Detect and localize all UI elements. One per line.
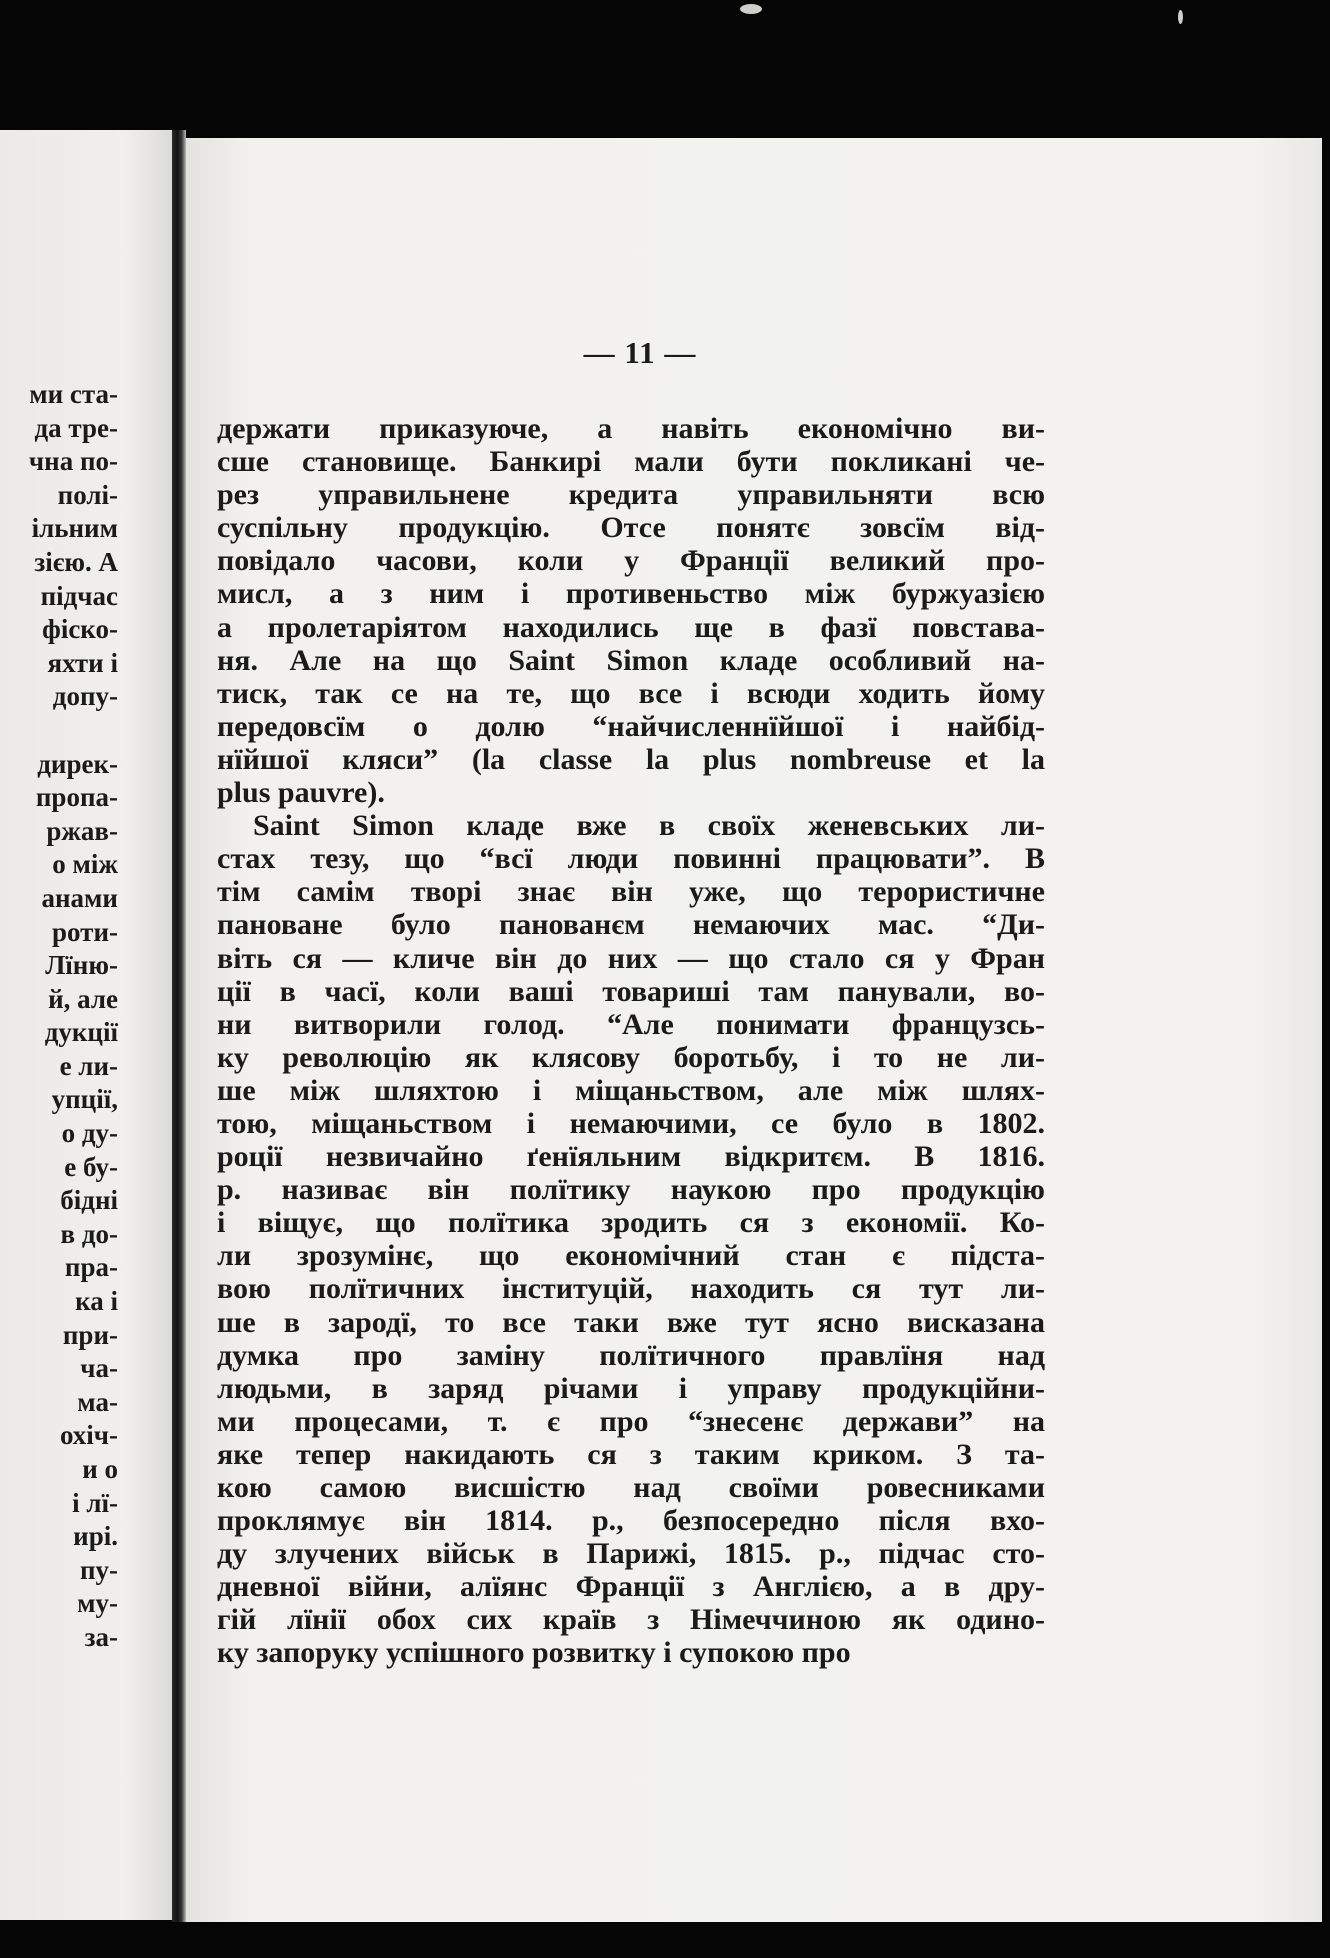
text-line: повідало часови, коли у Франції великий про-: [217, 544, 1045, 578]
text-line: ня. Але на що Saint Simon кладе особливий на-: [217, 643, 1045, 677]
text-line: ше між шляхтою і міщаньством, але між шлях-: [217, 1073, 1045, 1107]
left-page-line: ми ста-: [29, 379, 118, 409]
left-page-line: бідні: [60, 1185, 118, 1216]
text-line: передовсїм о долю “найчисленнїйшої і найбід-: [217, 709, 1045, 743]
left-page-line: и о: [82, 1454, 118, 1484]
left-page-line: яхти і: [47, 647, 118, 678]
text-line: сше становище. Банкирі мали бути покликані че-: [217, 445, 1045, 479]
text-line: р. називає він полїтику наукою про продукцію: [217, 1173, 1045, 1207]
left-page-line: упції,: [51, 1084, 118, 1115]
left-page-line: в до-: [60, 1218, 118, 1249]
left-page-line: фіско-: [42, 614, 118, 645]
left-page-line: о між: [52, 849, 118, 880]
text-line: проклямує він 1814. р., безпосередно після вхо-: [217, 1504, 1045, 1538]
text-line: кою самою висшістю над своїми ровесниками: [217, 1471, 1045, 1504]
left-page-line: ка і: [75, 1286, 118, 1317]
text-line: яке тепер накидають ся з таким криком. З та-: [217, 1437, 1045, 1471]
left-page-text: [0, 378, 118, 1655]
left-page-line: роти-: [52, 916, 118, 947]
paragraph: [217, 412, 1045, 809]
left-page-line: за-: [84, 1621, 118, 1652]
text-line: вою полїтичних інституцій, находить ся тут ли-: [217, 1272, 1045, 1306]
text-line: держати приказуюче, а навіть економічно ви-: [217, 412, 1045, 445]
text-line: нїйшої кляси” (la classe la plus nombreuse et la: [217, 742, 1045, 776]
text-line: ни витворили голод. “Але понимати французсь-: [217, 1007, 1045, 1041]
text-line: тиск, так се на те, що все і всюди ходить йому: [217, 676, 1045, 710]
right-page-body-text: [217, 412, 1045, 1670]
text-line: суспільну продукцію. Отсе понятє зовсїм від-: [217, 511, 1045, 545]
left-page-line: ма-: [77, 1386, 118, 1417]
left-page-line: ільним: [31, 513, 118, 544]
left-page-line: пропа-: [35, 782, 118, 813]
text-line: ду злучених військ в Парижі, 1815. р., підчас сто-: [217, 1537, 1045, 1571]
text-line: ше в зародї, то все таки вже тут ясно висказана: [217, 1305, 1045, 1339]
left-page-line: о ду-: [61, 1118, 118, 1149]
left-page-line: й, але: [48, 983, 118, 1014]
text-line: віть ся — кличе він до них — що стало ся у Фран: [217, 941, 1045, 975]
left-page-line: і лї-: [72, 1487, 118, 1518]
left-page-line: охіч-: [59, 1420, 118, 1451]
left-page-line: чна по-: [28, 446, 118, 477]
left-page-line: зією. А: [34, 546, 118, 577]
text-line: ку запоруку успішного розвитку і супокою про: [217, 1636, 851, 1670]
text-line: гій лїнії обох сих країв з Німеччиною як одино-: [217, 1603, 1045, 1637]
book-gutter: [172, 130, 186, 1922]
text-line: думка про заміну полїтичного правлїня над: [217, 1338, 1045, 1372]
text-line: Saint Simon кладе вже в своїх женевських ли-: [253, 809, 1045, 843]
text-line: рез управильнене кредита управильняти всю: [217, 478, 1045, 512]
left-page-line: анами: [41, 882, 118, 913]
left-page-line: ирі.: [73, 1521, 118, 1552]
page-number: — 11 —: [583, 335, 697, 370]
left-page-line: е ли-: [59, 1050, 118, 1081]
left-page-line: підчас: [40, 580, 118, 611]
text-line: тою, міщаньством і немаючими, се було в 1802.: [217, 1106, 1045, 1140]
text-line: а пролетаріятом находились ще в фазї повстава-: [217, 610, 1045, 644]
text-line: людьми, в заряд річами і управу продукційни-: [217, 1371, 1045, 1405]
left-page-line: [0, 714, 118, 748]
left-page-line: му-: [77, 1588, 118, 1619]
left-page-line: ржав-: [46, 815, 118, 846]
left-page-line: допу-: [52, 681, 118, 712]
text-line: роції незвичайно ґенїяльним відкритєм. В 1816.: [217, 1140, 1045, 1174]
left-page-line: е бу-: [64, 1151, 118, 1182]
left-page-line: ча-: [80, 1353, 118, 1384]
text-line: ції в часї, коли ваші товариші там панували, во-: [217, 974, 1045, 1008]
text-line: мисл, а з ним і противеньство між буржуазією: [217, 577, 1045, 611]
left-page-line: пу-: [79, 1554, 118, 1585]
left-page-line: при-: [62, 1319, 118, 1350]
text-line: і віщує, що полїтика зродить ся з економії. Ко-: [217, 1206, 1045, 1240]
text-line: ли зрозумінє, що економічний стан є підста-: [217, 1239, 1045, 1273]
text-line: plus pauvre).: [217, 776, 385, 810]
text-line: тім самім творі знає він уже, що терористичне: [217, 875, 1045, 909]
left-page-line: полі-: [57, 479, 118, 510]
text-line: пановане було панованєм немаючих мас. “Ди-: [217, 908, 1045, 942]
scan-speck: [1178, 10, 1183, 24]
left-page-line: да тре-: [34, 412, 118, 443]
left-page-line: Лїню-: [45, 950, 118, 981]
text-line: стах тезу, що “всї люди повинні працювати”. В: [217, 842, 1045, 876]
text-line: ку революцію як клясову боротьбу, і то не ли-: [217, 1040, 1045, 1074]
left-page-line: дукції: [44, 1017, 118, 1048]
text-line: ми процесами, т. є про “знесенє держави” на: [217, 1404, 1045, 1438]
left-page-line: дирек-: [37, 748, 118, 779]
paragraph: [217, 809, 1045, 1669]
scan-speck: [740, 4, 762, 14]
left-page-line: пра-: [64, 1252, 118, 1283]
text-line: дневної війни, алїянс Франції з Англією, а в дру-: [217, 1570, 1045, 1604]
